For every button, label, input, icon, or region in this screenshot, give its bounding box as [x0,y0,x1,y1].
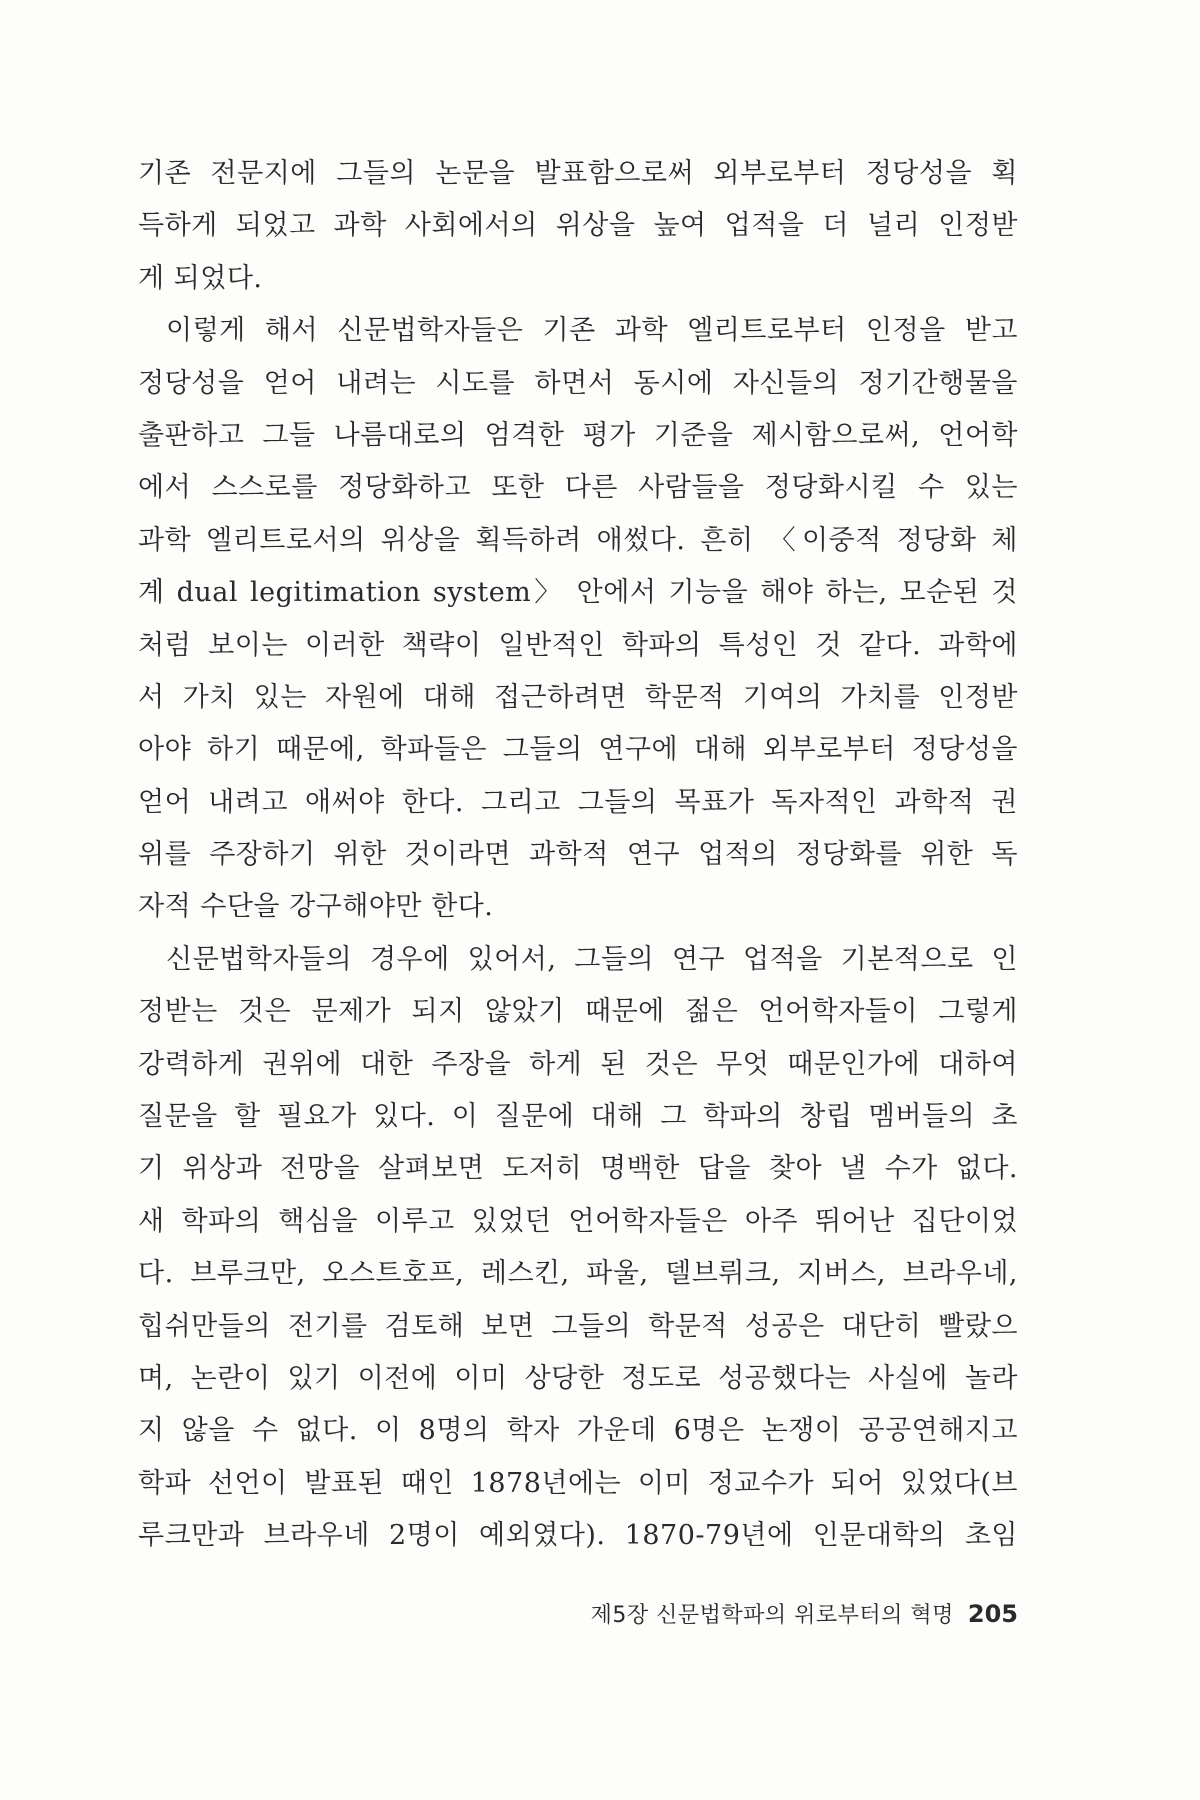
text-line: 게 되었다. [138,262,263,294]
text-line: 강력하게 권위에 대한 주장을 하게 된 것은 무엇 때문인가에 대하여 [138,1048,1018,1080]
text-line: 위를 주장하기 위한 것이라면 과학적 연구 업적의 정당화를 위한 독 [138,839,1018,871]
text-line: 정받는 것은 문제가 되지 않았기 때문에 젊은 언어학자들이 그렇게 [138,996,1018,1028]
text-line: 출판하고 그들 나름대로의 엄격한 평가 기준을 제시함으로써, 언어학 [138,419,1018,451]
text-line: 기존 전문지에 그들의 논문을 발표함으로써 외부로부터 정당성을 획 [138,158,1018,189]
text-line: 루크만과 브라우네 2명이 예외였다). 1870-79년에 인문대학의 초임 [138,1520,1018,1552]
paragraph-1 [138,148,1018,305]
page-footer [0,1598,1018,1629]
running-head: 제5장 신문법학파의 위로부터의 혁명 [590,1603,954,1628]
text-line: 에서 스스로를 정당화하고 또한 다른 사람들을 정당화시킬 수 있는 [138,472,1018,504]
body-text [138,148,1018,1563]
text-line: 얻어 내려고 애써야 한다. 그리고 그들의 목표가 독자적인 과학적 권 [138,786,1018,818]
text-line: 자적 수단을 강구해야만 한다. [138,891,494,923]
text-line: 질문을 할 필요가 있다. 이 질문에 대해 그 학파의 창립 멤버들의 초 [138,1101,1018,1133]
text-line: 새 학파의 핵심을 이루고 있었던 언어학자들은 아주 뛰어난 집단이었 [138,1205,1018,1237]
text-line: 과학 엘리트로서의 위상을 획득하려 애썼다. 흔히 〈이중적 정당화 체 [138,524,1018,556]
text-line: 기 위상과 전망을 살펴보면 도저히 명백한 답을 찾아 낼 수가 없다. [138,1153,1018,1185]
text-line: 서 가치 있는 자원에 대해 접근하려면 학문적 기여의 가치를 인정받 [138,681,1018,713]
text-line: 계 dual legitimation system〉 안에서 기능을 해야 하는, 모순된 것 [138,577,1018,609]
text-line: 학파 선언이 발표된 때인 1878년에는 이미 정교수가 되어 있었다(브 [138,1467,1018,1499]
text-line: 정당성을 얻어 내려는 시도를 하면서 동시에 자신들의 정기간행물을 [138,367,1018,399]
text-line: 신문법학자들의 경우에 있어서, 그들의 연구 업적을 기본적으로 인 [166,943,1018,975]
text-line: 아야 하기 때문에, 학파들은 그들의 연구에 대해 외부로부터 정당성을 [138,734,1018,766]
text-line: 이렇게 해서 신문법학자들은 기존 과학 엘리트로부터 인정을 받고 [166,315,1018,347]
text-line: 지 않을 수 없다. 이 8명의 학자 가운데 6명은 논쟁이 공공연해지고 [138,1415,1018,1447]
text-line: 득하게 되었고 과학 사회에서의 위상을 높여 업적을 더 널리 인정받 [138,210,1018,242]
paragraph-3 [138,934,1018,1563]
text-line: 힙쉬만들의 전기를 검토해 보면 그들의 학문적 성공은 대단히 빨랐으 [138,1310,1018,1342]
page-number: 205 [967,1600,1018,1628]
text-line: 다. 브루크만, 오스트호프, 레스킨, 파울, 델브뤼크, 지버스, 브라우네, [138,1258,1018,1290]
text-line: 처럼 보이는 이러한 책략이 일반적인 학파의 특성인 것 같다. 과학에 [138,629,1018,661]
paragraph-2 [138,305,1018,934]
text-line: 며, 논란이 있기 이전에 이미 상당한 정도로 성공했다는 사실에 놀라 [138,1362,1018,1394]
